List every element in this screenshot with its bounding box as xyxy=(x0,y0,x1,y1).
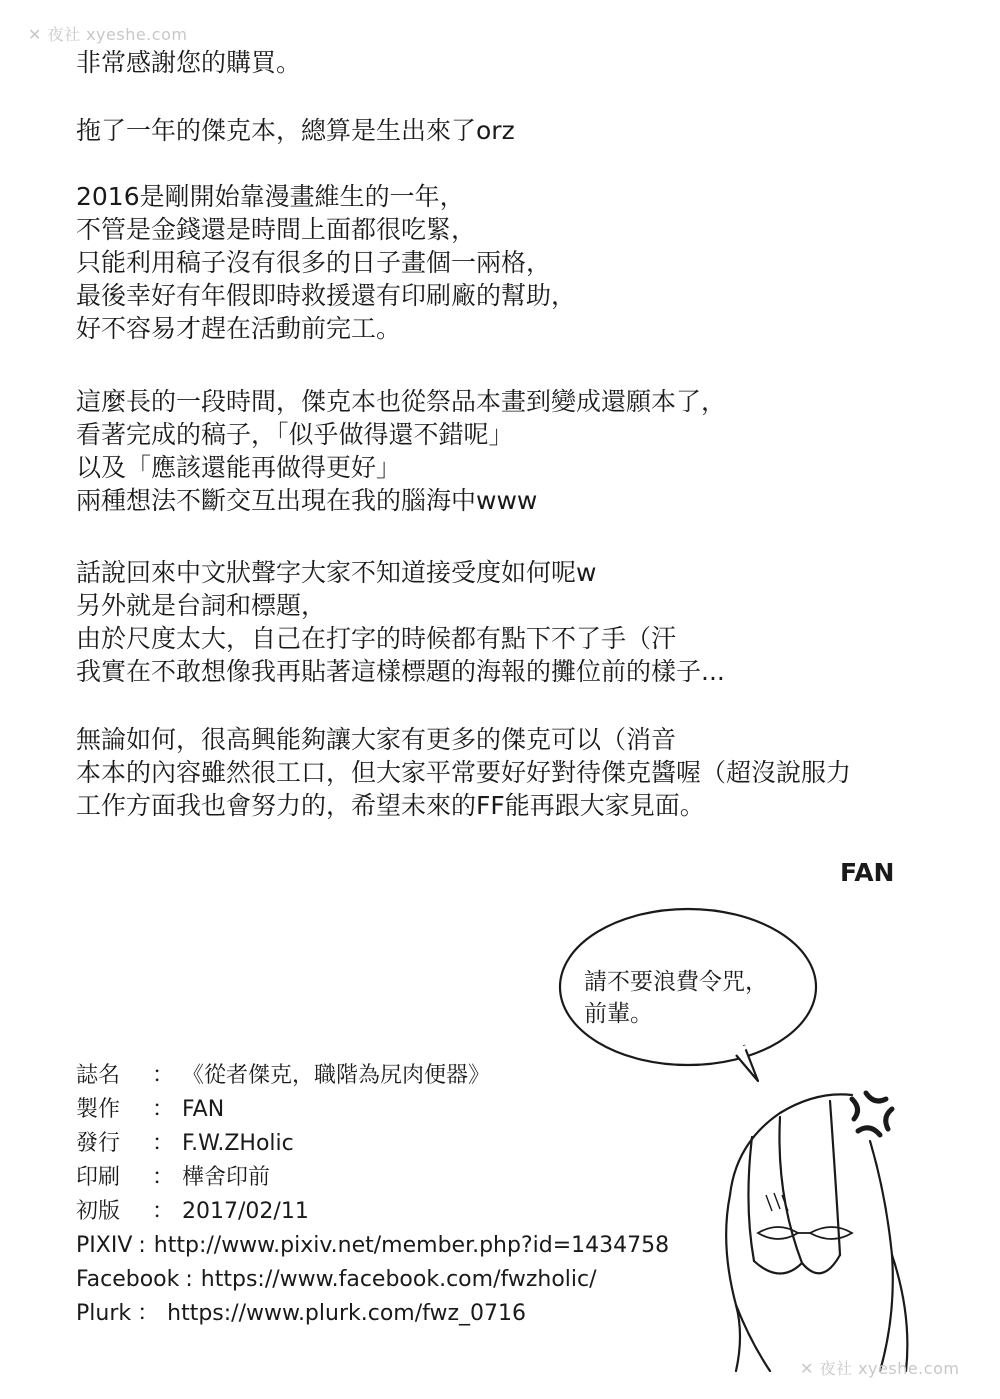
colophon-key: 印刷 xyxy=(76,1165,121,1190)
colophon-key: 發行 xyxy=(76,1131,121,1156)
colophon-sep: : xyxy=(185,1267,193,1292)
colophon-key: 製作 xyxy=(76,1097,121,1122)
colophon-link[interactable]: http://www.pixiv.net/member.php?id=1434758 xyxy=(153,1233,670,1258)
colophon-link[interactable]: https://www.plurk.com/fwz_0716 xyxy=(167,1301,527,1326)
colophon-sep: ： xyxy=(152,1199,175,1224)
afterword-paragraph-5 xyxy=(76,556,956,688)
afterword-line: 只能利用稿子沒有很多的日子畫個一兩格， xyxy=(76,248,552,277)
speech-bubble-text xyxy=(584,966,768,1030)
afterword-paragraph-3 xyxy=(76,180,956,345)
afterword-line: 兩種想法不斷交互出現在我的腦海中www xyxy=(76,486,538,515)
afterword-line: 2016是剛開始靠漫畫維生的一年， xyxy=(76,182,465,211)
afterword-paragraph-2 xyxy=(76,114,956,147)
afterword-paragraph-6 xyxy=(76,723,956,822)
colophon-value: 2017/02/11 xyxy=(182,1199,309,1224)
colophon-sep: ： xyxy=(152,1097,175,1122)
afterword-line: 話說回來中文狀聲字大家不知道接受度如何呢w xyxy=(76,558,597,587)
anger-mark-icon xyxy=(852,1093,892,1135)
afterword-line: 不管是金錢還是時間上面都很吃緊， xyxy=(76,215,477,244)
colophon-row-edition xyxy=(76,1195,669,1229)
afterword-line: 最後幸好有年假即時救援還有印刷廠的幫助， xyxy=(76,281,577,310)
watermark-top: ✕ 夜社 xyeshe.com xyxy=(28,25,188,44)
colophon-row-facebook xyxy=(76,1263,669,1297)
afterword-line: 無論如何，很高興能夠讓大家有更多的傑克可以（消音 xyxy=(76,725,677,754)
colophon-sep: ： xyxy=(152,1131,175,1156)
afterword-line: 由於尺度太大，自己在打字的時候都有點下不了手（汗 xyxy=(76,624,677,653)
speech-line: 前輩。 xyxy=(584,1001,653,1027)
afterword-line: 以及「應該還能再做得更好」 xyxy=(76,453,402,482)
afterword-line: 看著完成的稿子，「似乎做得還不錯呢」 xyxy=(76,420,514,449)
colophon-row-plurk xyxy=(76,1297,669,1331)
colophon-value: FAN xyxy=(182,1097,225,1122)
colophon-key: Facebook xyxy=(76,1267,180,1292)
colophon-row-title xyxy=(76,1059,669,1093)
afterword-line: 拖了一年的傑克本，總算是生出來了orz xyxy=(76,116,515,145)
colophon-key: Plurk xyxy=(76,1301,132,1326)
colophon-value: 樺舍印前 xyxy=(182,1165,271,1190)
afterword-line: 我實在不敢想像我再貼著這樣標題的海報的攤位前的樣子... xyxy=(76,657,725,686)
afterword-line: 本本的內容雖然很工口，但大家平常要好好對待傑克醬喔（超沒說服力 xyxy=(76,758,852,787)
colophon-sep: ： xyxy=(152,1063,175,1088)
afterword-paragraph-1 xyxy=(76,46,956,79)
afterword-line: 好不容易才趕在活動前完工。 xyxy=(76,314,402,343)
colophon-sep: : xyxy=(138,1233,146,1258)
signature: FAN xyxy=(840,858,895,887)
speech-line: 請不要浪費令咒， xyxy=(584,969,768,995)
afterword-paragraph-4 xyxy=(76,385,956,517)
colophon-value: F.W.ZHolic xyxy=(182,1131,294,1156)
colophon-key: PIXIV xyxy=(76,1233,133,1258)
colophon-row-publisher xyxy=(76,1127,669,1161)
colophon-sep: ： xyxy=(152,1165,175,1190)
colophon-sep: ： xyxy=(137,1301,160,1326)
colophon-link[interactable]: https://www.facebook.com/fwzholic/ xyxy=(200,1267,597,1292)
afterword-line: 非常感謝您的購買。 xyxy=(76,48,302,77)
afterword-line: 這麼長的一段時間，傑克本也從祭品本畫到變成還願本了， xyxy=(76,387,727,416)
colophon-row-pixiv xyxy=(76,1229,669,1263)
colophon-row-printer xyxy=(76,1161,669,1195)
colophon-key: 誌名 xyxy=(76,1063,121,1088)
watermark-bottom: ✕ 夜社 xyeshe.com xyxy=(800,1359,960,1378)
colophon xyxy=(76,1059,669,1331)
colophon-row-author xyxy=(76,1093,669,1127)
colophon-value: 《從者傑克，職階為尻肉便器》 xyxy=(182,1063,491,1088)
afterword-line: 另外就是台詞和標題， xyxy=(76,591,327,620)
colophon-key: 初版 xyxy=(76,1199,121,1224)
afterword-line: 工作方面我也會努力的，希望未來的FF能再跟大家見面。 xyxy=(76,791,705,820)
